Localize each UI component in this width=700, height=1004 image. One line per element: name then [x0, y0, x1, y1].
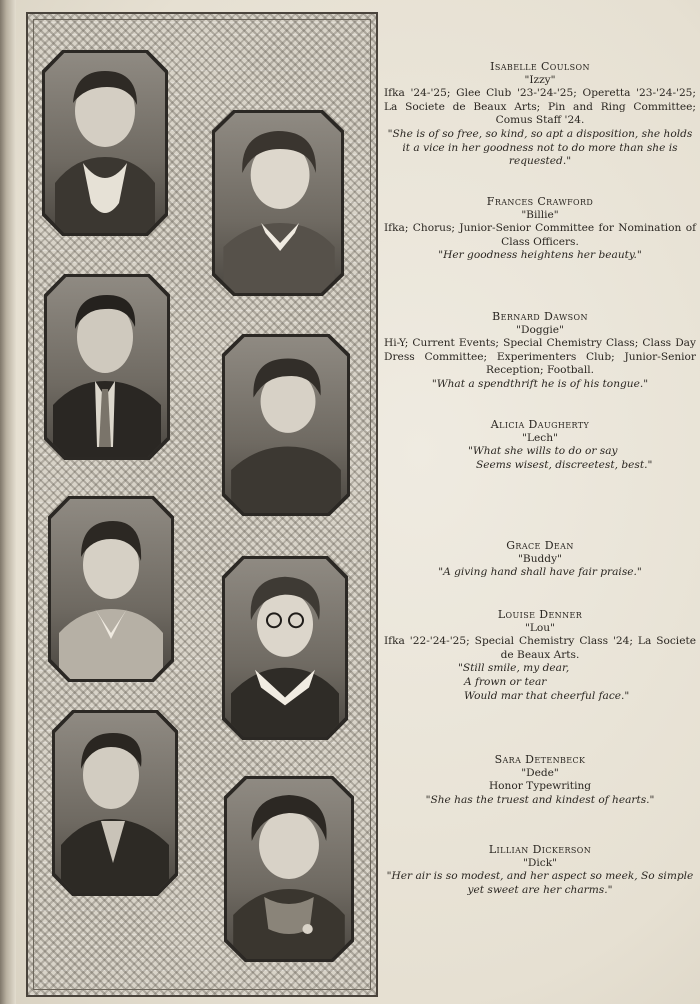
- student-name: Grace Dean: [506, 539, 574, 552]
- student-name: Frances Crawford: [486, 195, 594, 208]
- student-quote: "Her goodness heightens her beauty.": [438, 249, 642, 262]
- entry-louise-denner: [384, 608, 696, 703]
- entry-lillian-dickerson: [384, 843, 696, 897]
- student-name: Isabelle Coulson: [490, 60, 590, 73]
- portrait-lillian-dickerson: [224, 776, 354, 962]
- student-nickname: "Billie": [521, 208, 559, 221]
- student-quote: "Her air is so modest, and her aspect so meek, So simple yet sweet are her charms.": [386, 870, 694, 896]
- quote-line: Seems wisest, discreetest, best.": [476, 458, 653, 471]
- student-activities: Hi-Y; Current Events; Special Chemistry Class; Class Day Dress Committee; Experimenters Club; Junior-Senior Reception; Football.: [384, 337, 696, 377]
- student-name: Bernard Dawson: [492, 310, 588, 323]
- entry-isabelle-coulson: [384, 60, 696, 169]
- quote-line: "What she wills to do or say: [468, 445, 618, 458]
- entry-grace-dean: [384, 539, 696, 580]
- student-activities: Ifka; Chorus; Junior-Senior Committee for Nomination of Class Officers.: [384, 222, 696, 248]
- student-quote: "A giving hand shall have fair praise.": [438, 566, 642, 579]
- entry-sara-detenbeck: [384, 753, 696, 807]
- student-nickname: "Lou": [525, 621, 555, 634]
- entry-alicia-daugherty: [384, 418, 696, 472]
- student-nickname: "Izzy": [524, 73, 556, 86]
- quote-line: A frown or tear: [464, 675, 547, 688]
- portrait-alicia-daugherty: [222, 334, 350, 516]
- portrait-grace-dean: [48, 496, 174, 682]
- student-name: Lillian Dickerson: [488, 843, 592, 856]
- student-quote: "What a spendthrift he is of his tongue.": [431, 377, 649, 390]
- student-nickname: "Lech": [522, 431, 558, 444]
- student-name: Sara Detenbeck: [494, 753, 586, 766]
- portrait-frances-crawford: [212, 110, 344, 296]
- student-quote: [384, 662, 696, 703]
- student-nickname: "Doggie": [516, 323, 564, 336]
- student-activities: Ifka '22-'24-'25; Special Chemistry Class '24; La Societe de Beaux Arts.: [384, 635, 696, 661]
- entry-bernard-dawson: [384, 310, 696, 392]
- student-quote: "She is of so free, so kind, so apt a disposition, she holds it a vice in her goodness not to do more than she is requested.": [387, 127, 693, 168]
- student-quote: [384, 445, 696, 472]
- student-nickname: "Dick": [523, 856, 557, 869]
- quote-line: "Still smile, my dear,: [458, 662, 570, 675]
- portrait-louise-denner: [222, 556, 348, 740]
- student-activities: Honor Typewriting: [488, 780, 592, 793]
- student-quote: "She has the truest and kindest of hearts.": [425, 793, 655, 806]
- quote-line: Would mar that cheerful face.": [464, 689, 630, 702]
- portrait-bernard-dawson: [44, 274, 170, 460]
- student-name: Alicia Daugherty: [490, 418, 590, 431]
- entry-frances-crawford: [384, 195, 696, 263]
- student-activities: Ifka '24-'25; Glee Club '23-'24-'25; Operetta '23-'24-'25; La Societe de Beaux Arts; Pin and Ring Committee; Comus Staff '24.: [384, 87, 696, 127]
- student-nickname: "Buddy": [518, 552, 562, 565]
- portrait-isabelle-coulson: [42, 50, 168, 236]
- student-nickname: "Dede": [521, 766, 559, 779]
- book-gutter: [0, 0, 16, 1004]
- portrait-sara-detenbeck: [52, 710, 178, 896]
- student-name: Louise Denner: [497, 608, 583, 621]
